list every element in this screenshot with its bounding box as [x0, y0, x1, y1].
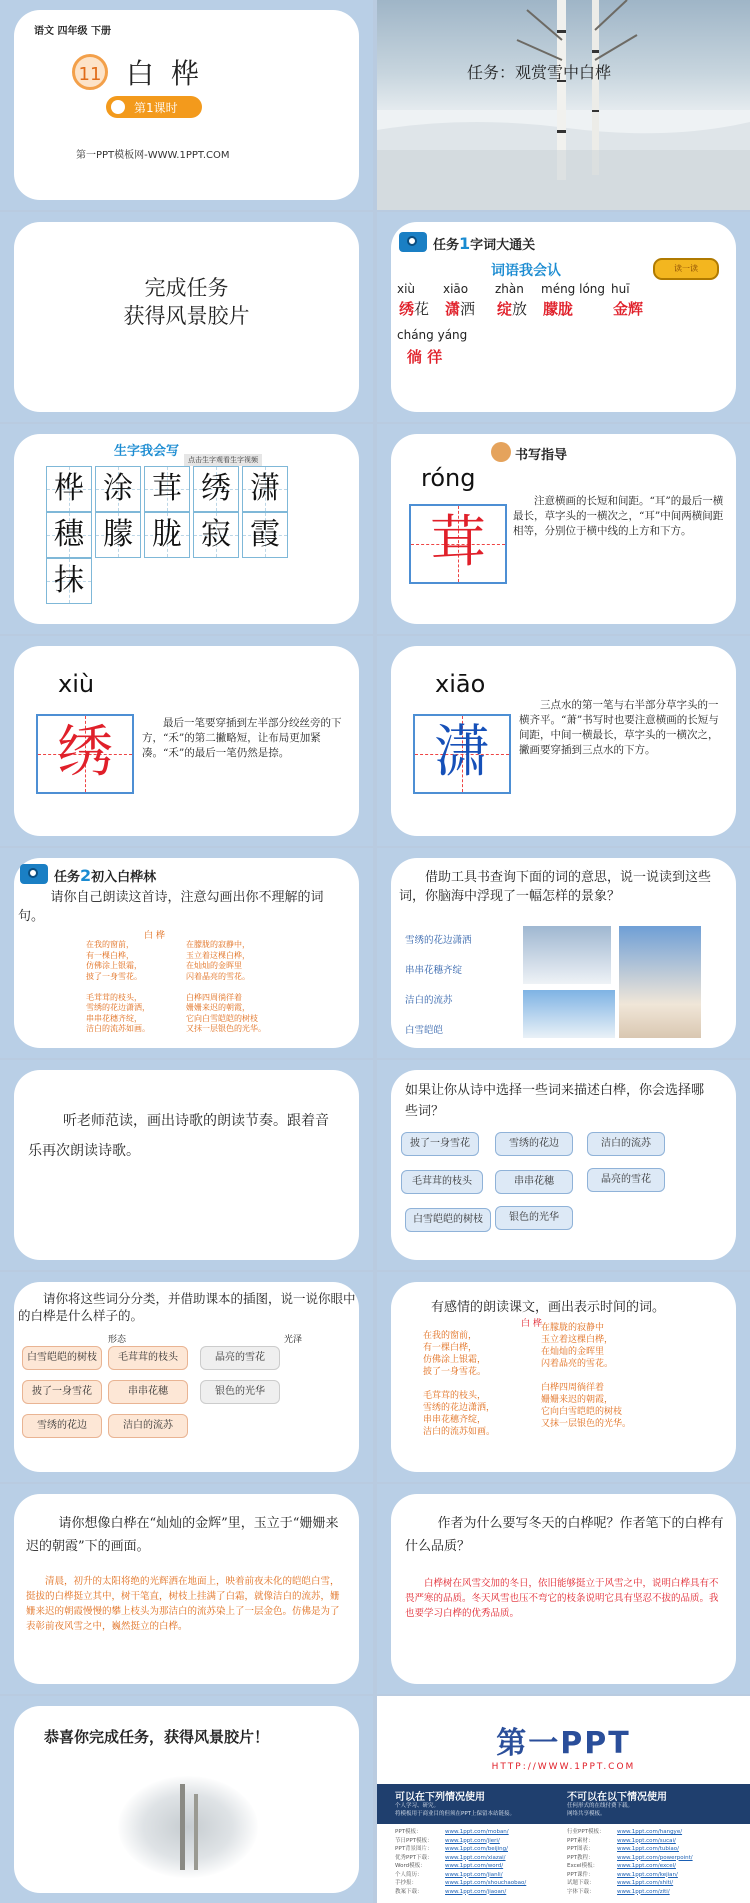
link-label: 节日PPT模板： [395, 1837, 433, 1844]
link-url[interactable]: www.1ppt.com/shouchaobao/ [445, 1880, 527, 1886]
link-url[interactable]: www.1ppt.com/excel/ [617, 1863, 676, 1869]
section-subtitle: 词语我会认 [491, 263, 561, 279]
lesson-label: 第1课时 [134, 101, 178, 115]
link-row [567, 1837, 693, 1846]
poem-line: 白桦四周徜徉着 [541, 1383, 605, 1393]
slide-ppt-footer[interactable] [377, 1696, 750, 1903]
logo: 第一PPT [496, 1726, 631, 1761]
instruction-text: 听老师范读，画出诗歌的朗读节奏。跟着音乐再次朗读诗歌。 [28, 1113, 329, 1159]
word-highlight: 潇 [445, 300, 461, 318]
can-use-title: 可以在下列情况使用 [395, 1792, 485, 1803]
shape-tag[interactable]: 白雪皑皑的树枝 [22, 1346, 102, 1370]
task-heading [54, 866, 156, 885]
cannot-use-item: 网络共享模板。 [567, 1811, 606, 1817]
character: 朦 [103, 517, 133, 552]
poem-line: 又抹一层银色的光华。 [186, 1024, 266, 1033]
character-box[interactable] [193, 512, 239, 558]
poem-line [541, 1370, 631, 1382]
task-number: 2 [80, 866, 92, 885]
poem-left-column [86, 940, 150, 1035]
slide-listen-reading[interactable] [0, 1060, 373, 1270]
task-prefix: 任务 [54, 870, 81, 885]
word-text [497, 298, 527, 319]
poem-line: 闪着晶亮的雪花。 [186, 971, 250, 981]
links-right [567, 1828, 693, 1896]
word-item: 洁白的流苏 [405, 995, 453, 1006]
poem-line: 洁白的流苏如画。 [86, 1024, 150, 1033]
word-pinyin: huī [611, 282, 630, 296]
poem-line: 在朦胧的寂静中 [541, 1323, 605, 1333]
cannot-use-title: 不可以在以下情况使用 [567, 1792, 667, 1803]
mascot-icon [491, 442, 511, 462]
link-row [567, 1828, 693, 1837]
birch-trees-image [377, 0, 750, 210]
poem-left-column [423, 1330, 495, 1438]
answer-text: 白桦树在风雪交加的冬日，依旧能够挺立于风雪之中，说明白桦具有不畏严寒的品质。冬天风雪也压不弯它的枝条说明它具有坚忍不拔的品质。我也要学习白桦的优秀品质。 [405, 1578, 719, 1619]
section-title: 书写指导 [515, 448, 568, 463]
word-text [445, 298, 475, 319]
large-character: 潇 [434, 720, 490, 785]
character-box[interactable] [144, 466, 190, 512]
question-text: 如果让你从诗中选择一些词来描述白桦，你会选择哪些词？ [405, 1083, 705, 1119]
poem-line: 洁白的流苏如画。 [423, 1427, 496, 1437]
poem-right-column [541, 1322, 631, 1430]
link-row [395, 1845, 526, 1854]
slide-card [14, 434, 359, 624]
poem-line: 披了一身雪花。 [423, 1367, 487, 1377]
slide-writing-guide-rong[interactable] [377, 424, 750, 634]
link-row [395, 1828, 526, 1837]
poem-title: 白 桦 [521, 1319, 542, 1329]
word-tag[interactable]: 银色的光华 [495, 1206, 573, 1230]
word-tag[interactable]: 毛茸茸的枝头 [401, 1170, 483, 1194]
poem-line: 在我的窗前， [86, 940, 134, 949]
slide-imagine-scene[interactable] [0, 1484, 373, 1694]
lesson-pill [106, 96, 202, 118]
question-text: 作者为什么要写冬天的白桦呢？作者笔下的白桦有什么品质？ [405, 1516, 724, 1554]
character: 茸 [152, 471, 182, 506]
link-url[interactable]: www.1ppt.com/beijing/ [445, 1846, 509, 1852]
poem-line: 毛茸茸的枝头， [423, 1391, 487, 1401]
task-line-2: 获得风景胶片 [123, 304, 250, 328]
link-label: Excel模板： [567, 1863, 599, 1869]
character-box[interactable] [46, 512, 92, 558]
slide-card [14, 1282, 359, 1472]
link-label: 试题下载： [567, 1880, 595, 1886]
character: 穗 [54, 517, 84, 552]
word-rest: 洒 [460, 300, 476, 318]
guide-text: 注意横画的长短和间距。“耳”的最后一横最长，草字头的一横次之，“耳”中间两横间距相等，分别位于横中线的上方和下方。 [513, 495, 724, 537]
character-box [413, 714, 511, 794]
word-text [543, 298, 573, 319]
link-row [567, 1871, 693, 1880]
poem-line: 串串花穗齐绽， [86, 1013, 142, 1023]
link-row [567, 1879, 693, 1888]
link-url[interactable]: www.1ppt.com/jieri/ [445, 1837, 500, 1844]
poem-line: 雪绣的花边潇洒， [86, 1003, 150, 1012]
tree-trunk [180, 1784, 185, 1870]
poem-line: 有一棵白桦， [86, 950, 134, 960]
poem-line: 在灿灿的金晖里 [186, 961, 242, 970]
subject-label: 语文 四年级 下册 [34, 26, 111, 37]
link-url[interactable]: www.1ppt.com/jiaoan/ [445, 1888, 507, 1895]
slide-write-characters[interactable] [0, 424, 373, 634]
cannot-use-item: 任何形式的在线付费下载。 [567, 1803, 634, 1809]
link-label: PPT图表： [567, 1846, 594, 1852]
word-tag[interactable]: 披了一身雪花 [401, 1132, 479, 1156]
character-box[interactable] [46, 466, 92, 512]
link-label: 优秀PPT下载： [395, 1854, 433, 1861]
slide-card [14, 646, 359, 836]
character: 胧 [152, 517, 182, 552]
slide-snow-photo[interactable] [377, 0, 750, 210]
tree-trunk [194, 1794, 198, 1870]
word-tag[interactable]: 晶亮的雪花 [587, 1168, 665, 1192]
slide-complete-task[interactable] [0, 212, 373, 422]
link-url[interactable]: www.1ppt.com/jianli/ [445, 1871, 503, 1878]
can-use-item: 将模板用于商业目的但须在PPT上保留本站链接。 [395, 1811, 515, 1817]
character-box [409, 504, 507, 584]
word-rest: 放 [512, 300, 528, 318]
poem-title: 白 桦 [144, 931, 165, 941]
link-row [395, 1879, 526, 1888]
category-shape: 形态 [108, 1335, 127, 1345]
link-row [395, 1862, 526, 1871]
link-row [567, 1862, 693, 1871]
character-box [36, 714, 134, 794]
slide-card [14, 1070, 359, 1260]
word-tag[interactable]: 洁白的流苏 [587, 1132, 665, 1156]
guide-text: 最后一笔要穿插到左半部分绞丝旁的下方，“禾”的第二撇略短，让布局更加紧凑。“禾”的最后一笔仍然是捺。 [142, 717, 342, 759]
link-row [567, 1888, 693, 1897]
link-url[interactable]: www.1ppt.com/ziti/ [617, 1888, 670, 1895]
poem-line: 它向白雪皑皑的树枝 [186, 1013, 258, 1023]
poem-line: 有一棵白桦， [423, 1343, 478, 1353]
poem-line: 白桦四周徜徉着 [186, 992, 242, 1002]
link-url[interactable]: www.1ppt.com/moban/ [445, 1829, 509, 1835]
instruction-text: 有感情的朗读课文，画出表示时间的词。 [431, 1300, 666, 1315]
instruction-text: 请你自己朗读这首诗，注意勾画出你不理解的词句。 [18, 890, 324, 924]
poem-line: 姗姗来迟的朝霞， [186, 1003, 250, 1012]
slide-writing-guide-xiu[interactable] [0, 636, 373, 846]
link-url[interactable]: www.1ppt.com/hangye/ [617, 1829, 683, 1835]
site-label: 第一PPT模板网-WWW.1PPT.COM [76, 150, 230, 161]
lesson-number-badge: 11 [72, 54, 108, 90]
slide-word-recognition[interactable] [377, 212, 750, 422]
character: 寂 [201, 517, 231, 552]
camera-icon [20, 864, 48, 884]
slide-card [14, 10, 359, 200]
page-title: 白 桦 [126, 57, 203, 90]
answer-text: 清晨，初升的太阳将绝的光辉洒在地面上，映着前夜未化的皑皑白雪，挺拔的白桦挺立其中，树干笔直，树枝上挂满了白霜，就像洁白的流苏，姗姗来迟的朝霞慢慢的攀上枝头为那洁白的流苏染上了一层金色。仿佛是为了表彰前夜风雪之中，巍然挺立的白桦。 [26, 1576, 340, 1632]
slide-card [14, 1494, 359, 1684]
shape-tag[interactable]: 披了一身雪花 [22, 1380, 102, 1404]
slide-card [391, 222, 736, 412]
character: 霞 [250, 517, 280, 552]
slide-card [14, 858, 359, 1048]
section-title: 生字我会写 [114, 444, 180, 459]
slide-card [391, 1070, 736, 1260]
poem-line: 它向白雪皑皑的树枝 [541, 1407, 623, 1417]
shape-tag[interactable]: 串串花穗 [108, 1380, 188, 1404]
poem-line: 玉立着这棵白桦， [541, 1335, 614, 1345]
character: 涂 [103, 471, 133, 506]
poem-line [423, 1378, 495, 1390]
slide-writing-guide-xiao[interactable] [377, 636, 750, 846]
word-text: 徜 徉 [407, 348, 443, 366]
word-highlight: 朦胧 [543, 300, 574, 318]
slide-author-purpose[interactable] [377, 1484, 750, 1694]
task-number: 1 [459, 234, 471, 253]
character-box[interactable] [242, 466, 288, 512]
links-panel [377, 1824, 750, 1903]
link-label: Word模板： [395, 1863, 426, 1869]
logo-url[interactable]: HTTP://WWW.1PPT.COM [491, 1762, 636, 1772]
slide-congrats[interactable] [0, 1696, 373, 1903]
poem-line: 玉立着这棵白桦， [186, 950, 250, 960]
link-row [567, 1845, 693, 1854]
can-use-item: 个人学习、研究。 [395, 1803, 440, 1809]
shape-tag[interactable]: 毛茸茸的枝头 [108, 1346, 188, 1370]
poem-line: 姗姗来迟的朝霞， [541, 1395, 614, 1405]
link-label: PPT教程： [567, 1854, 594, 1861]
slide-card [391, 1494, 736, 1684]
task-caption: 任务：观赏雪中白桦 [467, 63, 612, 82]
link-label: 手抄报： [395, 1880, 418, 1886]
character-box[interactable] [193, 466, 239, 512]
shine-tag[interactable]: 银色的光华 [200, 1380, 280, 1404]
word-highlight: 绽 [497, 300, 513, 318]
character-box[interactable] [46, 558, 92, 604]
slide-card [391, 858, 736, 1048]
snow-photo [377, 0, 750, 210]
link-url[interactable]: www.1ppt.com/powerpoint/ [617, 1854, 693, 1861]
congrats-text: 恭喜你完成任务，获得风景胶片！ [44, 1728, 270, 1746]
link-row [395, 1837, 526, 1846]
slide-word-meaning[interactable] [377, 848, 750, 1058]
slide-card [14, 1706, 359, 1893]
large-character: 绣 [57, 720, 113, 785]
poem-right-column [186, 940, 266, 1035]
poem-line [186, 982, 266, 993]
shine-tag[interactable]: 晶亮的雪花 [200, 1346, 280, 1370]
link-url[interactable]: www.1ppt.com/xiazai/ [445, 1854, 506, 1861]
category-shine: 光泽 [284, 1335, 303, 1345]
link-label: 个人简历： [395, 1871, 423, 1878]
word-highlight: 绣 [399, 300, 415, 318]
shape-tag[interactable]: 雪绣的花边 [22, 1414, 102, 1438]
word-text [613, 298, 643, 319]
link-url[interactable]: www.1ppt.com/kejian/ [617, 1871, 678, 1878]
link-label: 教案下载： [395, 1888, 423, 1895]
word-pinyin: méng lóng [541, 282, 606, 296]
task-title: 初入白桦林 [91, 870, 157, 885]
character-box[interactable] [144, 512, 190, 558]
character: 抹 [54, 563, 84, 598]
poem-line: 毛茸茸的枝头， [86, 992, 142, 1002]
word-tag[interactable]: 串串花穗 [495, 1170, 573, 1194]
shape-tag[interactable]: 洁白的流苏 [108, 1414, 188, 1438]
link-row [395, 1871, 526, 1880]
word-highlight: 金辉 [613, 300, 644, 318]
slide-card [391, 434, 736, 624]
link-label: PPT素材： [567, 1837, 594, 1844]
poem-line: 仿佛涂上银霜， [423, 1355, 487, 1365]
large-character: 茸 [430, 510, 486, 575]
link-url[interactable]: www.1ppt.com/sucai/ [617, 1837, 676, 1844]
frost-branches-image [523, 990, 615, 1038]
instruction-text: 请你想像白桦在“灿灿的金辉”里，玉立于“姗姗来迟的朝霞”下的画面。 [26, 1516, 339, 1554]
word-pinyin: xiāo [443, 282, 469, 296]
slide-card [391, 646, 736, 836]
poem-line: 闪着晶亮的雪花。 [541, 1359, 614, 1369]
task-line-1: 完成任务 [144, 276, 229, 300]
snow-forest-image [523, 926, 611, 984]
link-row [395, 1888, 526, 1897]
can-use-list [395, 1802, 515, 1818]
slide-title[interactable] [0, 0, 373, 210]
character: 潇 [250, 471, 280, 506]
links-left [395, 1828, 526, 1896]
frost-tree-image [619, 926, 701, 1038]
word-pinyin: cháng yáng [397, 328, 468, 342]
link-url[interactable]: www.1ppt.com/tubiao/ [617, 1846, 679, 1852]
word-pinyin: zhàn [495, 282, 524, 296]
character: 桦 [54, 471, 84, 506]
camera-icon [399, 232, 427, 252]
guide-text: 三点水的第一笔与右半部分草字头的一横齐平。“萧”书写时也要注意横画的长短与间距，中间一横最长，草字头的一横次之，撇画要穿插到三点水的下方。 [519, 699, 719, 756]
word-rest: 花 [414, 300, 430, 318]
poem-line: 在我的窗前， [423, 1331, 478, 1341]
cannot-use-list [567, 1802, 633, 1818]
link-label: 行业PPT模板： [567, 1829, 605, 1835]
word-tag[interactable]: 白雪皑皑的树枝 [405, 1208, 491, 1232]
character-box[interactable] [95, 512, 141, 558]
character-pinyin: xiāo [435, 670, 486, 698]
video-hint[interactable]: 点击生字观看生字视频 [184, 454, 262, 466]
poem-line: 串串花穗齐绽， [423, 1415, 487, 1425]
word-tag[interactable]: 雪绣的花边 [495, 1132, 573, 1156]
link-label: PPT模板： [395, 1829, 422, 1835]
snow-vignette-image [118, 1776, 258, 1878]
task-heading [433, 234, 535, 253]
link-url[interactable]: www.1ppt.com/word/ [445, 1863, 504, 1869]
word-item: 雪绣的花边潇洒 [405, 935, 472, 946]
character: 绣 [201, 471, 231, 506]
poem-line: 又抹一层银色的光华。 [541, 1419, 632, 1429]
read-button[interactable]: 读一读 [653, 258, 719, 280]
poem-line: 雪绣的花边潇洒， [423, 1403, 496, 1413]
instruction-text: 借助工具书查询下面的词的意思，说一说读到这些词，你脑海中浮现了一幅怎样的景象？ [399, 870, 712, 904]
word-text [399, 298, 429, 319]
link-label: 字体下载： [567, 1888, 595, 1895]
poem-line [86, 982, 150, 993]
poem-line: 披了一身雪花。 [86, 971, 142, 981]
slide-choose-words[interactable] [377, 1060, 750, 1270]
link-label: PPT课件： [567, 1871, 594, 1878]
poem-line: 仿佛涂上银霜， [86, 961, 142, 970]
link-label: PPT背景图片： [395, 1846, 433, 1852]
slide-card [14, 222, 359, 412]
instruction-text: 请你将这些词分分类，并借助课本的插图，说一说你眼中的白桦是什么样子的。 [18, 1291, 356, 1323]
character-pinyin: xiù [58, 670, 95, 698]
poem-line: 在灿灿的金晖里 [541, 1347, 605, 1357]
slide-card [391, 1282, 736, 1472]
pill-dot-icon [111, 100, 125, 114]
word-item: 白雪皑皑 [405, 1025, 444, 1036]
character-box[interactable] [242, 512, 288, 558]
poem-line: 在朦胧的寂静中， [186, 940, 250, 949]
character-box[interactable] [95, 466, 141, 512]
link-url[interactable]: www.1ppt.com/shiti/ [617, 1880, 674, 1886]
slide-classify-words[interactable] [0, 1272, 373, 1482]
slide-time-words[interactable] [377, 1272, 750, 1482]
link-row [395, 1854, 526, 1863]
task-title: 字词大通关 [470, 238, 536, 253]
task-prefix: 任务 [433, 238, 460, 253]
word-item: 串串花穗齐绽 [405, 965, 463, 976]
slide-first-reading[interactable] [0, 848, 373, 1058]
word-pinyin: xiù [397, 282, 416, 296]
character-pinyin: róng [421, 464, 476, 492]
link-row [567, 1854, 693, 1863]
